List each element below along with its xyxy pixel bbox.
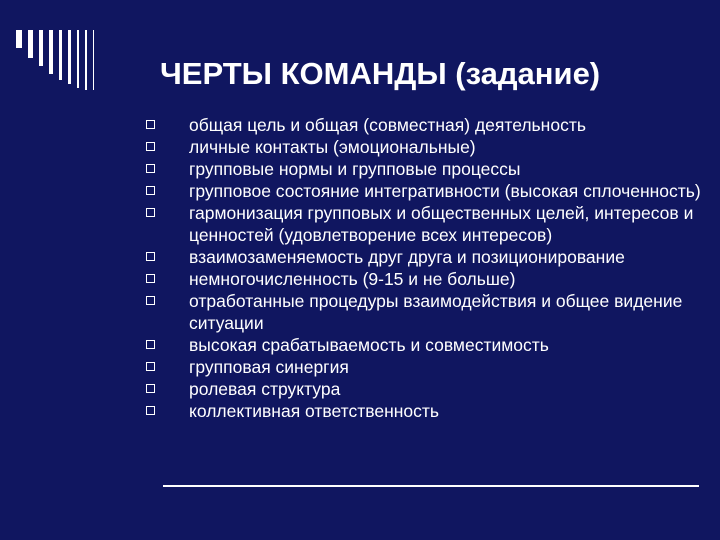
list-item-text: взаимозаменяемость друг друга и позиционирование <box>189 247 625 267</box>
list-item <box>146 334 706 356</box>
decorative-stripes <box>0 30 110 90</box>
list-item-text: личные контакты (эмоциональные) <box>189 137 476 157</box>
list-item <box>146 268 706 290</box>
hollow-square-bullet-icon <box>146 362 155 371</box>
hollow-square-bullet-icon <box>146 208 155 217</box>
list-item-text: высокая срабатываемость и совместимость <box>189 335 549 355</box>
list-item <box>146 136 706 158</box>
hollow-square-bullet-icon <box>146 384 155 393</box>
list-item <box>146 202 706 246</box>
list-item <box>146 400 706 422</box>
hollow-square-bullet-icon <box>146 142 155 151</box>
list-item <box>146 180 706 202</box>
list-item-text: коллективная ответственность <box>189 401 440 421</box>
list-item <box>146 356 706 378</box>
list-item-text: групповое состояние интегративности (высокая сплоченность) <box>189 181 701 201</box>
list-item <box>146 114 706 136</box>
list-item-text: немногочисленность (9-15 и не больше) <box>189 269 516 289</box>
list-item <box>146 246 706 268</box>
list-item <box>146 378 706 400</box>
hollow-square-bullet-icon <box>146 296 155 305</box>
hollow-square-bullet-icon <box>146 274 155 283</box>
hollow-square-bullet-icon <box>146 120 155 129</box>
list-item-text: общая цель и общая (совместная) деятельность <box>189 115 586 135</box>
hollow-square-bullet-icon <box>146 252 155 261</box>
slide-title: ЧЕРТЫ КОМАНДЫ (задание) <box>160 56 601 91</box>
list-item-text: групповые нормы и групповые процессы <box>189 159 521 179</box>
hollow-square-bullet-icon <box>146 164 155 173</box>
list-item-text: групповая синергия <box>189 357 349 377</box>
list-item <box>146 158 706 180</box>
hollow-square-bullet-icon <box>146 340 155 349</box>
bullet-list <box>146 114 706 422</box>
bottom-divider <box>163 485 699 487</box>
list-item <box>146 290 706 334</box>
list-item-text: ролевая структура <box>189 379 341 399</box>
hollow-square-bullet-icon <box>146 406 155 415</box>
list-item-text: отработанные процедуры взаимодействия и общее видение ситуации <box>189 291 683 333</box>
list-item-text: гармонизация групповых и общественных целей, интересов и ценностей (удовлетворение всех интересов) <box>189 203 694 245</box>
hollow-square-bullet-icon <box>146 186 155 195</box>
